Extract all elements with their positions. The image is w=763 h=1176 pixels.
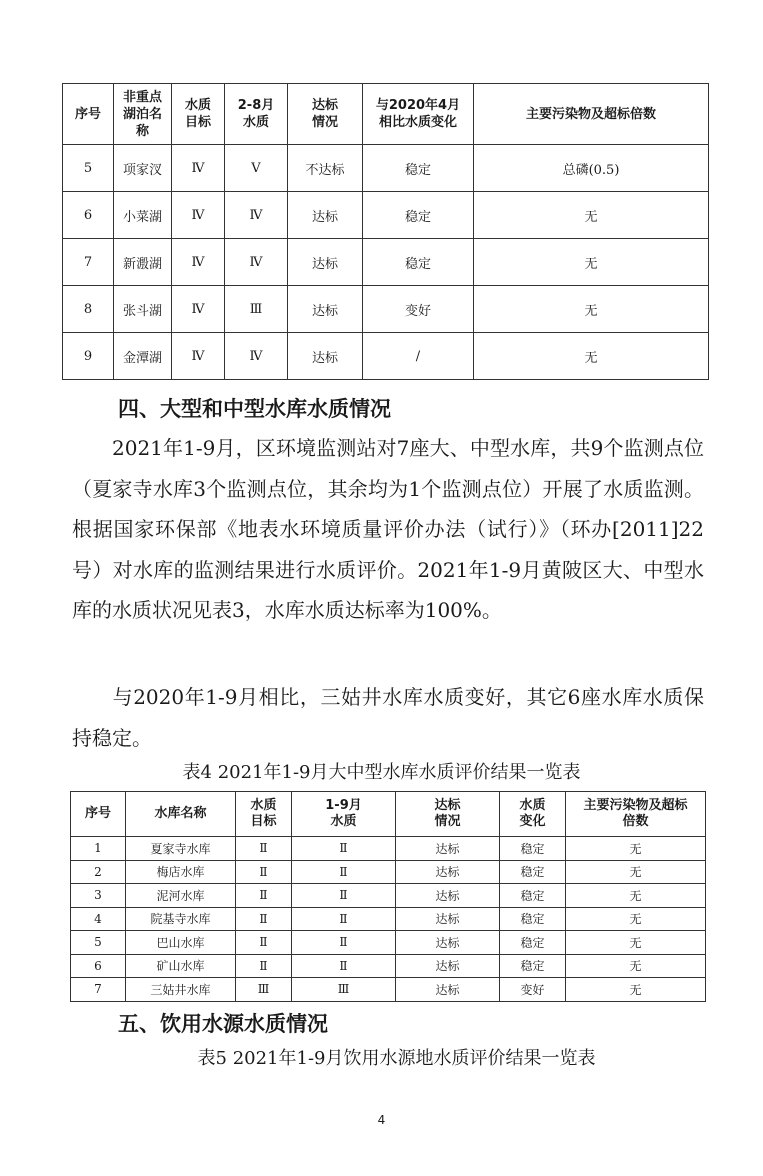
table-cell: 稳定 xyxy=(363,239,474,286)
table-cell: 无 xyxy=(474,286,709,333)
paragraph-comparison xyxy=(72,677,704,758)
paragraph-monitoring xyxy=(72,428,704,631)
table-cell: 达标 xyxy=(396,907,500,931)
table-cell: Ⅱ xyxy=(292,907,396,931)
table-row xyxy=(63,145,709,192)
table-row xyxy=(71,954,706,978)
table-cell: 金潭湖 xyxy=(114,333,172,380)
table-cell: 达标 xyxy=(396,837,500,861)
table-row xyxy=(71,837,706,861)
header-cell: 主要污染物及超标倍数 xyxy=(566,792,706,837)
table-cell: 无 xyxy=(566,837,706,861)
table-cell: Ⅳ xyxy=(225,333,288,380)
table-cell: Ⅳ xyxy=(172,333,225,380)
table-cell: Ⅱ xyxy=(292,837,396,861)
table-row xyxy=(71,931,706,955)
header-cell: 序号 xyxy=(63,84,114,145)
table-cell: 3 xyxy=(71,884,126,908)
header-cell: 1-9月水质 xyxy=(292,792,396,837)
table-cell: Ⅳ xyxy=(172,192,225,239)
section-heading-reservoirs: 四、大型和中型水库水质情况 xyxy=(118,397,391,421)
table-cell: 稳定 xyxy=(500,860,566,884)
table-row xyxy=(71,978,706,1002)
table-cell: 无 xyxy=(566,860,706,884)
table-row xyxy=(71,860,706,884)
table-cell: Ⅳ xyxy=(225,239,288,286)
table-cell: 6 xyxy=(71,954,126,978)
table-cell: Ⅱ xyxy=(292,884,396,908)
header-cell: 2-8月水质 xyxy=(225,84,288,145)
reservoir-water-quality-table xyxy=(70,791,706,1002)
table-row xyxy=(63,239,709,286)
paragraph-text: 与2020年1-9月相比，三姑井水库水质变好，其它6座水库水质保持稳定。 xyxy=(72,685,704,750)
table-cell: 无 xyxy=(566,954,706,978)
table-cell: 无 xyxy=(474,192,709,239)
table-cell: Ⅱ xyxy=(236,954,292,978)
table-cell: Ⅲ xyxy=(292,978,396,1002)
table-cell: Ⅱ xyxy=(236,860,292,884)
table-cell: 达标 xyxy=(396,954,500,978)
table-cell: Ⅱ xyxy=(236,931,292,955)
table-cell: 无 xyxy=(566,931,706,955)
table4-caption: 表4 2021年1-9月大中型水库水质评价结果一览表 xyxy=(182,762,581,783)
table-cell: Ⅱ xyxy=(292,954,396,978)
table-cell: Ⅱ xyxy=(236,837,292,861)
table-cell: Ⅱ xyxy=(292,931,396,955)
table-cell: 夏家寺水库 xyxy=(126,837,236,861)
header-cell: 水质变化 xyxy=(500,792,566,837)
table-cell: Ⅱ xyxy=(236,907,292,931)
table-cell: 小菜湖 xyxy=(114,192,172,239)
table-row xyxy=(63,286,709,333)
table-cell: 达标 xyxy=(288,286,363,333)
table-cell: 稳定 xyxy=(363,192,474,239)
table-cell: 稳定 xyxy=(500,907,566,931)
page-number: 4 xyxy=(377,1113,386,1127)
header-cell: 非重点湖泊名称 xyxy=(114,84,172,145)
table-cell: 无 xyxy=(566,907,706,931)
table-cell: Ⅲ xyxy=(236,978,292,1002)
header-cell: 与2020年4月相比水质变化 xyxy=(363,84,474,145)
table-cell: 9 xyxy=(63,333,114,380)
table-cell: 达标 xyxy=(288,333,363,380)
table-cell: 达标 xyxy=(396,931,500,955)
table-cell: 项家汊 xyxy=(114,145,172,192)
table-cell: 梅店水库 xyxy=(126,860,236,884)
table-cell: 达标 xyxy=(288,192,363,239)
table-cell: 变好 xyxy=(363,286,474,333)
table-cell: 达标 xyxy=(396,860,500,884)
table-cell: Ⅳ xyxy=(225,192,288,239)
table-cell: 矿山水库 xyxy=(126,954,236,978)
table-cell: 5 xyxy=(71,931,126,955)
table-cell: Ⅲ xyxy=(225,286,288,333)
table-cell: 稳定 xyxy=(500,954,566,978)
table-cell: Ⅱ xyxy=(292,860,396,884)
table-header-row xyxy=(71,792,706,837)
table-cell: Ⅳ xyxy=(172,239,225,286)
lake-water-quality-table xyxy=(62,83,709,380)
table-cell: 变好 xyxy=(500,978,566,1002)
table-cell: 7 xyxy=(63,239,114,286)
header-cell: 水质目标 xyxy=(172,84,225,145)
table-cell: 三姑井水库 xyxy=(126,978,236,1002)
header-cell: 主要污染物及超标倍数 xyxy=(474,84,709,145)
table-row xyxy=(71,884,706,908)
table-cell: 院基寺水库 xyxy=(126,907,236,931)
header-cell: 达标情况 xyxy=(396,792,500,837)
table-cell: 不达标 xyxy=(288,145,363,192)
header-cell: 序号 xyxy=(71,792,126,837)
table-cell: 无 xyxy=(566,884,706,908)
table-row xyxy=(63,192,709,239)
table-cell: 2 xyxy=(71,860,126,884)
table-cell: 张斗湖 xyxy=(114,286,172,333)
table-cell: 达标 xyxy=(396,978,500,1002)
table-cell: 6 xyxy=(63,192,114,239)
table5-caption: 表5 2021年1-9月饮用水源地水质评价结果一览表 xyxy=(197,1048,596,1069)
table-cell: 无 xyxy=(474,333,709,380)
table-cell: Ⅳ xyxy=(172,286,225,333)
table-cell: 8 xyxy=(63,286,114,333)
header-cell: 达标情况 xyxy=(288,84,363,145)
table-cell: 总磷(0.5) xyxy=(474,145,709,192)
table-cell: 4 xyxy=(71,907,126,931)
table-cell: 巴山水库 xyxy=(126,931,236,955)
table-cell: / xyxy=(363,333,474,380)
table-cell: 新溵湖 xyxy=(114,239,172,286)
table-header-row xyxy=(63,84,709,145)
table-cell: 7 xyxy=(71,978,126,1002)
table-cell: Ⅳ xyxy=(172,145,225,192)
table-cell: Ⅴ xyxy=(225,145,288,192)
table-cell: 1 xyxy=(71,837,126,861)
table-cell: 稳定 xyxy=(500,931,566,955)
section-heading-drinking-water: 五、饮用水源水质情况 xyxy=(118,1012,328,1036)
header-cell: 水库名称 xyxy=(126,792,236,837)
table-cell: 达标 xyxy=(288,239,363,286)
table-cell: 稳定 xyxy=(363,145,474,192)
table-cell: 无 xyxy=(566,978,706,1002)
table-row xyxy=(63,333,709,380)
table-cell: 无 xyxy=(474,239,709,286)
header-cell: 水质目标 xyxy=(236,792,292,837)
paragraph-text: 2021年1-9月，区环境监测站对7座大、中型水库，共9个监测点位（夏家寺水库3个监测点位，其余均为1个监测点位）开展了水质监测。根据国家环保部《地表水环境质量评价办法（试行）》（环办[2011]22号）对水库的监测结果进行水质评价。2021年1-9月黄陂区大、中型水库的水质状况见表3，水库水质达标率为100%。 xyxy=(72,436,704,622)
table-row xyxy=(71,907,706,931)
table-cell: 5 xyxy=(63,145,114,192)
table-cell: 达标 xyxy=(396,884,500,908)
table-cell: Ⅱ xyxy=(236,884,292,908)
table-cell: 稳定 xyxy=(500,837,566,861)
table-cell: 泥河水库 xyxy=(126,884,236,908)
table-cell: 稳定 xyxy=(500,884,566,908)
